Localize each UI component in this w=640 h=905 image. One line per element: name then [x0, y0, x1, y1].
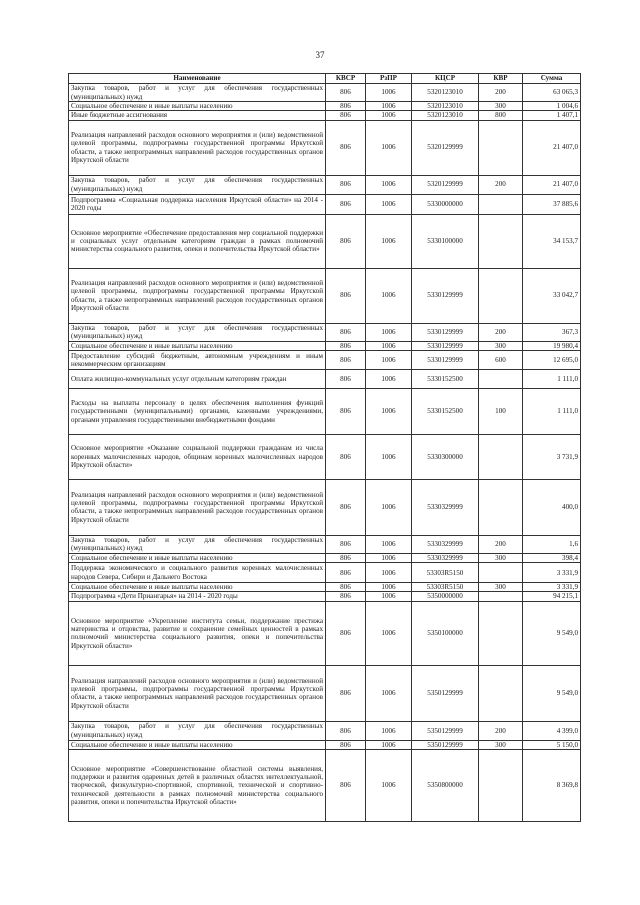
- cell-name: Социальное обеспечение и иные выплаты населению: [69, 553, 326, 562]
- cell-kcsr: 5320123010: [412, 111, 479, 120]
- cell-kvr: 600: [479, 350, 523, 369]
- cell-kcsr: 5330129999: [412, 268, 479, 323]
- table-row: [69, 434, 581, 479]
- cell-sum: 1,6: [523, 535, 581, 553]
- cell-kvr: [479, 194, 523, 214]
- table-row: [69, 388, 581, 434]
- cell-name: Закупка товаров, работ и услуг для обеспечения государственных (муниципальных) нужд: [69, 721, 326, 740]
- cell-rzpr: 1006: [366, 583, 412, 592]
- cell-sum: 94 215,1: [523, 592, 581, 601]
- cell-rzpr: 1006: [366, 120, 412, 175]
- cell-kcsr: 5330129999: [412, 323, 479, 341]
- cell-kvr: [479, 665, 523, 721]
- cell-kvr: [479, 479, 523, 535]
- cell-rzpr: 1006: [366, 341, 412, 350]
- cell-kvsr: 806: [326, 120, 366, 175]
- cell-rzpr: 1006: [366, 563, 412, 583]
- cell-kvsr: 806: [326, 750, 366, 822]
- cell-name: Социальное обеспечение и иные выплаты населению: [69, 102, 326, 111]
- cell-kvr: 300: [479, 341, 523, 350]
- cell-sum: 1 111,0: [523, 388, 581, 434]
- cell-rzpr: 1006: [366, 535, 412, 553]
- cell-kvsr: 806: [326, 434, 366, 479]
- table-row: [69, 369, 581, 388]
- cell-kvsr: 806: [326, 535, 366, 553]
- cell-kvsr: 806: [326, 175, 366, 194]
- table-row: [69, 583, 581, 592]
- cell-kcsr: 5330329999: [412, 535, 479, 553]
- table-row: [69, 268, 581, 323]
- table-row: [69, 601, 581, 665]
- cell-kvr: [479, 268, 523, 323]
- cell-sum: 21 407,0: [523, 175, 581, 194]
- cell-kvsr: 806: [326, 268, 366, 323]
- cell-kcsr: 5350100000: [412, 601, 479, 665]
- cell-name: Реализация направлений расходов основного мероприятия и (или) ведомственной целевой программы, подпрограммы государственной программы Иркутской области, а также непрограммных направлений расходов государственных органов Иркутской области: [69, 268, 326, 323]
- cell-kcsr: 5350800000: [412, 750, 479, 822]
- table-row: [69, 341, 581, 350]
- table-row: [69, 102, 581, 111]
- cell-rzpr: 1006: [366, 592, 412, 601]
- cell-kcsr: 53303R5150: [412, 583, 479, 592]
- cell-kvr: [479, 120, 523, 175]
- cell-kvsr: 806: [326, 214, 366, 268]
- table-row: [69, 750, 581, 822]
- cell-name: Основное мероприятие «Укрепление института семьи, поддержание престижа материнства и отцовства, развитие и сохранение семейных ценностей в рамках полномочий министерства социального развития, опеки и попечительства Иркутской области»: [69, 601, 326, 665]
- cell-rzpr: 1006: [366, 750, 412, 822]
- table-row: [69, 214, 581, 268]
- cell-kvr: [479, 369, 523, 388]
- cell-rzpr: 1006: [366, 553, 412, 562]
- cell-kvsr: 806: [326, 350, 366, 369]
- cell-sum: 1 407,1: [523, 111, 581, 120]
- table-body: [69, 84, 581, 822]
- cell-sum: 9 549,0: [523, 601, 581, 665]
- cell-rzpr: 1006: [366, 388, 412, 434]
- cell-name: Подпрограмма «Социальная поддержка населения Иркутской области» на 2014 - 2020 годы: [69, 194, 326, 214]
- header-sum: Сумма: [523, 74, 581, 84]
- cell-kvr: [479, 601, 523, 665]
- cell-rzpr: 1006: [366, 665, 412, 721]
- header-kvr: КВР: [479, 74, 523, 84]
- cell-kvr: [479, 750, 523, 822]
- cell-sum: 367,3: [523, 323, 581, 341]
- cell-kvr: 200: [479, 721, 523, 740]
- cell-kcsr: 5330129999: [412, 350, 479, 369]
- table-row: [69, 175, 581, 194]
- table-row: [69, 120, 581, 175]
- cell-kvr: 300: [479, 583, 523, 592]
- cell-rzpr: 1006: [366, 479, 412, 535]
- cell-rzpr: 1006: [366, 111, 412, 120]
- cell-kvsr: 806: [326, 583, 366, 592]
- cell-kcsr: 5320129999: [412, 120, 479, 175]
- cell-kvsr: 806: [326, 592, 366, 601]
- cell-rzpr: 1006: [366, 323, 412, 341]
- cell-kvsr: 806: [326, 479, 366, 535]
- cell-name: Закупка товаров, работ и услуг для обеспечения государственных (муниципальных) нужд: [69, 175, 326, 194]
- cell-kvr: 200: [479, 84, 523, 102]
- cell-name: Расходы на выплаты персоналу в целях обеспечения выполнения функций государственными (муниципальными) органами, казенными учреждениями, органами управления государственными внебюджетными фондами: [69, 388, 326, 434]
- cell-kvr: 100: [479, 388, 523, 434]
- cell-sum: 4 399,0: [523, 721, 581, 740]
- cell-name: Социальное обеспечение и иные выплаты населению: [69, 341, 326, 350]
- cell-name: Реализация направлений расходов основного мероприятия и (или) ведомственной целевой программы, подпрограммы государственной программы Иркутской области, а также непрограммных направлений расходов государственных органов Иркутской области: [69, 665, 326, 721]
- cell-rzpr: 1006: [366, 84, 412, 102]
- cell-sum: 9 549,0: [523, 665, 581, 721]
- cell-name: Закупка товаров, работ и услуг для обеспечения государственных (муниципальных) нужд: [69, 323, 326, 341]
- cell-kvr: 300: [479, 102, 523, 111]
- cell-kvsr: 806: [326, 84, 366, 102]
- cell-sum: 398,4: [523, 553, 581, 562]
- cell-sum: 8 369,8: [523, 750, 581, 822]
- header-kvsr: КВСР: [326, 74, 366, 84]
- cell-kcsr: 5320123010: [412, 102, 479, 111]
- table-row: [69, 535, 581, 553]
- cell-rzpr: 1006: [366, 194, 412, 214]
- table-row: [69, 194, 581, 214]
- cell-kvsr: 806: [326, 553, 366, 562]
- table-row: [69, 111, 581, 120]
- table-row: [69, 665, 581, 721]
- cell-kcsr: 5330100000: [412, 214, 479, 268]
- cell-sum: 1 004,6: [523, 102, 581, 111]
- cell-rzpr: 1006: [366, 434, 412, 479]
- table-row: [69, 350, 581, 369]
- cell-kvr: [479, 563, 523, 583]
- cell-sum: 21 407,0: [523, 120, 581, 175]
- cell-kvr: 300: [479, 740, 523, 749]
- cell-kvsr: 806: [326, 601, 366, 665]
- cell-name: Закупка товаров, работ и услуг для обеспечения государственных (муниципальных) нужд: [69, 535, 326, 553]
- cell-kvr: 200: [479, 175, 523, 194]
- cell-sum: 3 331,9: [523, 563, 581, 583]
- table-row: [69, 84, 581, 102]
- cell-sum: 19 980,4: [523, 341, 581, 350]
- cell-name: Основное мероприятие «Обеспечение предоставления мер социальной поддержки и социальных услуг отдельным категориям граждан в рамках полномочий министерства социального развития, опеки и попечительства Иркутской области»: [69, 214, 326, 268]
- table-header-row: [69, 74, 581, 84]
- cell-sum: 37 885,6: [523, 194, 581, 214]
- cell-kcsr: 5350129999: [412, 721, 479, 740]
- table-row: [69, 323, 581, 341]
- cell-name: Поддержка экономического и социального развития коренных малочисленных народов Севера, Сибири и Дальнего Востока: [69, 563, 326, 583]
- cell-kvsr: 806: [326, 341, 366, 350]
- cell-kvr: 300: [479, 553, 523, 562]
- cell-sum: 12 695,0: [523, 350, 581, 369]
- cell-sum: 34 153,7: [523, 214, 581, 268]
- cell-kvr: 800: [479, 111, 523, 120]
- table-row: [69, 721, 581, 740]
- cell-sum: 63 065,3: [523, 84, 581, 102]
- table-row: [69, 592, 581, 601]
- cell-rzpr: 1006: [366, 350, 412, 369]
- cell-kcsr: 53303R5150: [412, 563, 479, 583]
- cell-kvr: [479, 592, 523, 601]
- cell-kvsr: 806: [326, 665, 366, 721]
- page-number: 37: [315, 50, 325, 60]
- cell-kvr: 200: [479, 323, 523, 341]
- cell-rzpr: 1006: [366, 721, 412, 740]
- cell-kvsr: 806: [326, 111, 366, 120]
- cell-name: Реализация направлений расходов основного мероприятия и (или) ведомственной целевой программы, подпрограммы государственной программы Иркутской области, а также непрограммных направлений расходов государственных органов Иркутской области: [69, 479, 326, 535]
- cell-kvsr: 806: [326, 740, 366, 749]
- header-rzpr: РзПР: [366, 74, 412, 84]
- cell-rzpr: 1006: [366, 102, 412, 111]
- cell-rzpr: 1006: [366, 175, 412, 194]
- cell-kcsr: 5330000000: [412, 194, 479, 214]
- cell-sum: 3 731,9: [523, 434, 581, 479]
- cell-kvsr: 806: [326, 721, 366, 740]
- cell-kcsr: 5330152500: [412, 369, 479, 388]
- cell-rzpr: 1006: [366, 740, 412, 749]
- cell-kvsr: 806: [326, 563, 366, 583]
- cell-name: Основное мероприятие «Оказание социальной поддержки гражданам из числа коренных малочисленных народов, общинам коренных малочисленных народов Иркутской области»: [69, 434, 326, 479]
- cell-rzpr: 1006: [366, 268, 412, 323]
- cell-sum: 5 150,0: [523, 740, 581, 749]
- cell-rzpr: 1006: [366, 369, 412, 388]
- cell-name: Подпрограмма «Дети Приангарья» на 2014 - 2020 годы: [69, 592, 326, 601]
- cell-kvsr: 806: [326, 388, 366, 434]
- cell-rzpr: 1006: [366, 601, 412, 665]
- budget-table: [68, 73, 581, 822]
- cell-kcsr: 5330300000: [412, 434, 479, 479]
- cell-kcsr: 5320129999: [412, 175, 479, 194]
- table-row: [69, 553, 581, 562]
- cell-sum: 3 331,9: [523, 583, 581, 592]
- cell-kvr: [479, 434, 523, 479]
- cell-name: Предоставление субсидий бюджетным, автономным учреждениям и иным некоммерческим организациям: [69, 350, 326, 369]
- cell-kcsr: 5320123010: [412, 84, 479, 102]
- cell-kcsr: 5330152500: [412, 388, 479, 434]
- cell-name: Иные бюджетные ассигнования: [69, 111, 326, 120]
- cell-kcsr: 5330329999: [412, 553, 479, 562]
- cell-name: Закупка товаров, работ и услуг для обеспечения государственных (муниципальных) нужд: [69, 84, 326, 102]
- cell-kvsr: 806: [326, 323, 366, 341]
- cell-kcsr: 5350129999: [412, 665, 479, 721]
- cell-kvsr: 806: [326, 194, 366, 214]
- table-row: [69, 740, 581, 749]
- header-kcsr: КЦСР: [412, 74, 479, 84]
- cell-sum: 33 042,7: [523, 268, 581, 323]
- cell-kvsr: 806: [326, 102, 366, 111]
- table-row: [69, 479, 581, 535]
- cell-name: Оплата жилищно-коммунальных услуг отдельным категориям граждан: [69, 369, 326, 388]
- cell-kvr: [479, 214, 523, 268]
- cell-name: Социальное обеспечение и иные выплаты населению: [69, 740, 326, 749]
- cell-kvr: 200: [479, 535, 523, 553]
- cell-name: Реализация направлений расходов основного мероприятия и (или) ведомственной целевой программы, подпрограммы государственной программы Иркутской области, а также непрограммных направлений расходов государственных органов Иркутской области: [69, 120, 326, 175]
- cell-rzpr: 1006: [366, 214, 412, 268]
- cell-sum: 400,0: [523, 479, 581, 535]
- cell-kcsr: 5330329999: [412, 479, 479, 535]
- cell-name: Социальное обеспечение и иные выплаты населению: [69, 583, 326, 592]
- cell-kvsr: 806: [326, 369, 366, 388]
- cell-kcsr: 5330129999: [412, 341, 479, 350]
- table-row: [69, 563, 581, 583]
- cell-kcsr: 5350129999: [412, 740, 479, 749]
- cell-sum: 1 111,0: [523, 369, 581, 388]
- header-name: Наименование: [69, 74, 326, 84]
- cell-name: Основное мероприятие «Совершенствование областной системы выявления, поддержки и развития одаренных детей в различных областях интеллектуальной, творческой, физкультурно-спортивной, спортивной, технической и спортивно-технической деятельности в рамках полномочий министерства социального развития, опеки и попечительства Иркутской области»: [69, 750, 326, 822]
- cell-kcsr: 5350000000: [412, 592, 479, 601]
